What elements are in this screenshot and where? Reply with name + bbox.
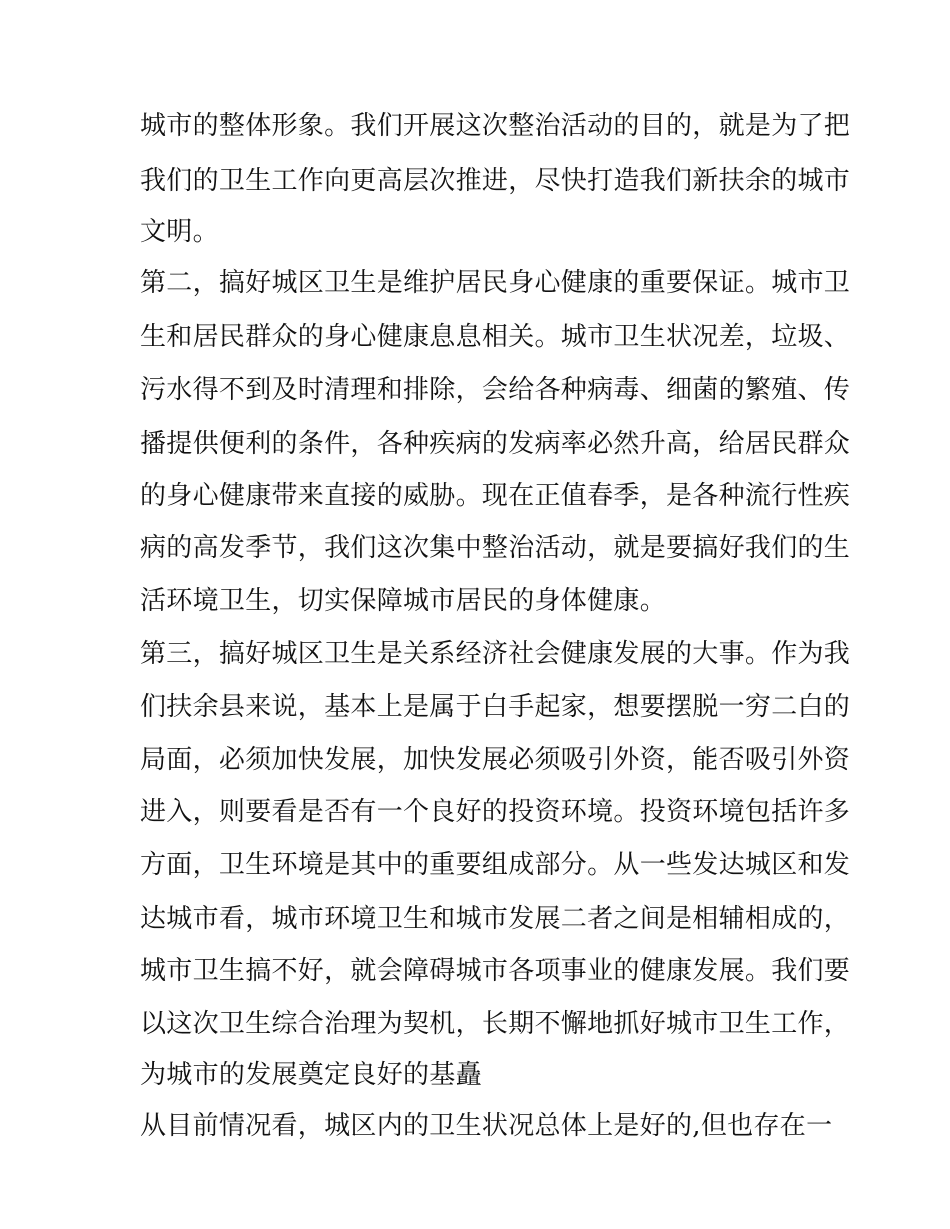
text-line: 播提供便利的条件，各种疾病的发病率必然升高，给居民群众 [140, 429, 851, 459]
text-line: 第二，搞好城区卫生是维护居民身心健康的重要保证。城市卫 [140, 268, 851, 298]
text-line: 生和居民群众的身心健康息息相关。城市卫生状况差，垃圾、 [140, 322, 851, 352]
text-line: 们扶余县来说，基本上是属于白手起家，想要摆脱一穷二白的 [140, 692, 851, 722]
text-line: 活环境卫生，切实保障城市居民的身体健康。 [140, 586, 667, 616]
text-line: 污水得不到及时清理和排除，会给各种病毒、细菌的繁殖、传 [140, 375, 851, 405]
text-line: 为城市的发展奠定良好的基矗 [140, 1060, 482, 1090]
text-line: 从目前情况看，城区内的卫生状况总体上是好的,但也存在一 [140, 1111, 833, 1141]
text-line: 文明。 [140, 217, 219, 247]
text-line: 病的高发季节，我们这次集中整治活动，就是要搞好我们的生 [140, 533, 851, 563]
text-line: 城市的整体形象。我们开展这次整治活动的目的，就是为了把 [140, 111, 851, 141]
text-line: 进入，则要看是否有一个良好的投资环境。投资环境包括许多 [140, 797, 851, 827]
text-line: 以这次卫生综合治理为契机，长期不懈地抓好城市卫生工作， [140, 1009, 851, 1039]
text-line: 第三，搞好城区卫生是关系经济社会健康发展的大事。作为我 [140, 639, 851, 669]
text-line: 达城市看，城市环境卫生和城市发展二者之间是相辅相成的， [140, 904, 851, 934]
text-line: 我们的卫生工作向更高层次推进，尽快打造我们新扶余的城市 [140, 166, 851, 196]
text-line: 方面，卫生环境是其中的重要组成部分。从一些发达城区和发 [140, 850, 851, 880]
text-line: 局面，必须加快发展，加快发展必须吸引外资，能否吸引外资 [140, 745, 851, 775]
text-line: 城市卫生搞不好，就会障碍城市各项事业的健康发展。我们要 [140, 956, 851, 986]
text-line: 的身心健康带来直接的威胁。现在正值春季，是各种流行性疾 [140, 481, 851, 511]
